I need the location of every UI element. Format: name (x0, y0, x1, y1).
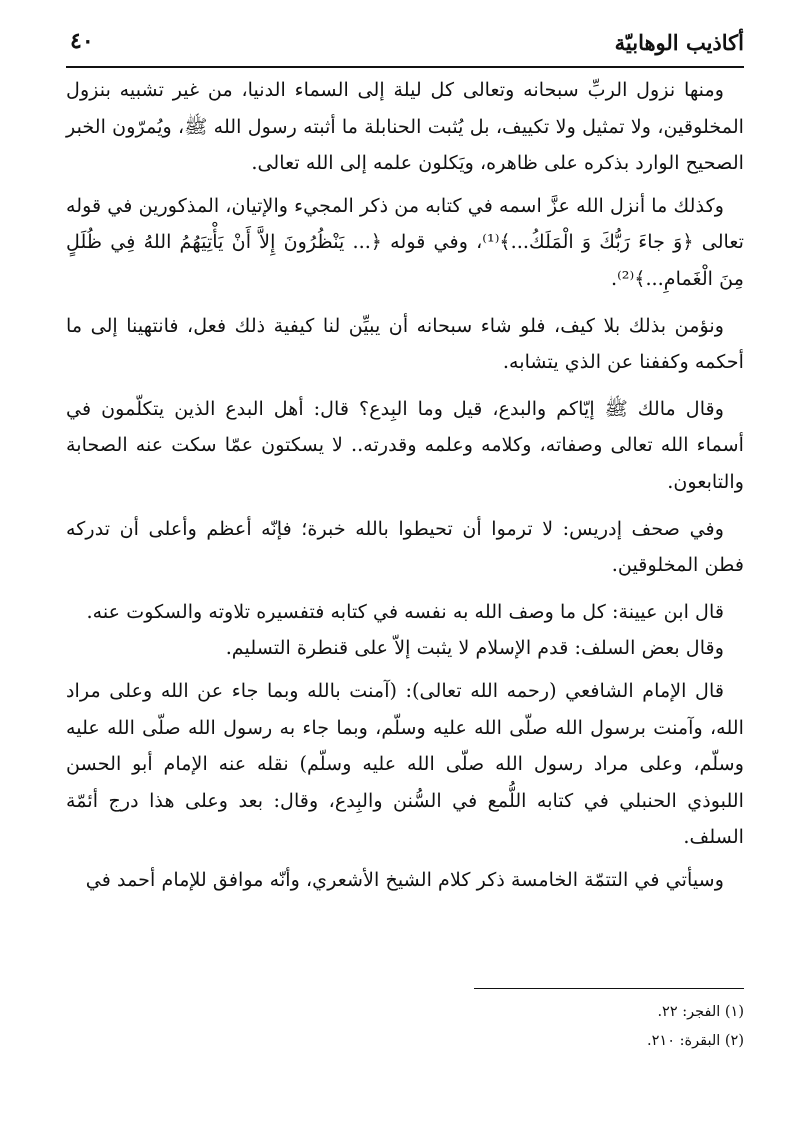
running-title: أكاذيب الوهابيّة (614, 30, 744, 55)
page-header (66, 22, 744, 68)
paragraph-9: وسيأتي في التتمّة الخامسة ذكر كلام الشيخ الأشعري، وأنّه موافق للإمام أحمد في (85, 867, 724, 891)
footnote-separator (474, 988, 744, 989)
paragraph-6: قال ابن عيينة: كل ما وصف الله به نفسه في كتابه فتفسيره تلاوته والسكوت عنه. (86, 599, 724, 623)
paragraph-4: وقال مالك ﷺ إيّاكم والبدع، قيل وما البِدع؟ قال: أهل البدع الذين يتكلّمون في أسماء الله تعالى وصفاته، وكلامه وعلمه وقدرته.. لا يسكتون عمّا سكت عنه الصحابة والتابعون. (66, 396, 744, 493)
footnote-1: (١) الفجر: ٢٢. (657, 1004, 744, 1020)
paragraph-3: ونؤمن بذلك بلا كيف، فلو شاء سبحانه أن يبيِّن لنا كيفية ذلك فعل، فانتهينا إلى ما أحكمه وكففنا عن الذي يتشابه. (66, 313, 744, 374)
paragraph-2: وكذلك ما أنزل الله عزَّ اسمه في كتابه من ذكر المجيء والإتيان، المذكورين في قوله تعالى ﴿وَ جاءَ رَبُّكَ وَ الْمَلَكُ...﴾⁽¹⁾، وفي قوله ﴿... يَنْظُرُونَ إِلاَّ أَنْ يَأْتِيَهُمُ اللهُ فِي ظُلَلٍ مِنَ الْغَمامِ...﴾⁽²⁾. (65, 193, 744, 290)
paragraph-8: قال الإمام الشافعي (رحمه الله تعالى): (آمنت بالله وبما جاء عن الله وعلى مراد الله، وآمنت برسول الله صلّى الله عليه وسلّم، وبما جاء به رسول الله صلّى الله عليه وسلّم، وعلى مراد رسول الله صلّى الله عليه وسلّم) نقله عنه الإمام أبو الحسن اللبوذي الحنبلي في كتابه اللُّمع في السُّنن والبِدع، وقال: بعد وعلى هذا درج أئمّة السلف. (66, 678, 744, 849)
page-body (66, 72, 744, 898)
paragraph-1: ومنها نزول الربِّ سبحانه وتعالى كل ليلة إلى السماء الدنيا، من غير تشبيه بنزول المخلوقين، ولا تمثيل ولا تكييف، بل يُثبت الحنابلة ما أثبته رسول الله ﷺ، ويُمرّون الخبر الصحيح الوارد بذكره على ظاهره، ويَكلون علمه إلى الله تعالى. (66, 78, 744, 175)
paragraph-5: وفي صحف إدريس: لا ترموا أن تحيطوا بالله خبرة؛ فإنّه أعظم وأعلى أن تدركه فطن المخلوقين. (66, 516, 744, 577)
footnote-2: (٢) البقرة: ٢١٠. (647, 1033, 744, 1049)
page-number: ٤٠ (70, 28, 94, 54)
paragraph-7: وقال بعض السلف: قدم الإسلام لا يثبت إلاّ على قنطرة التسليم. (225, 636, 724, 660)
